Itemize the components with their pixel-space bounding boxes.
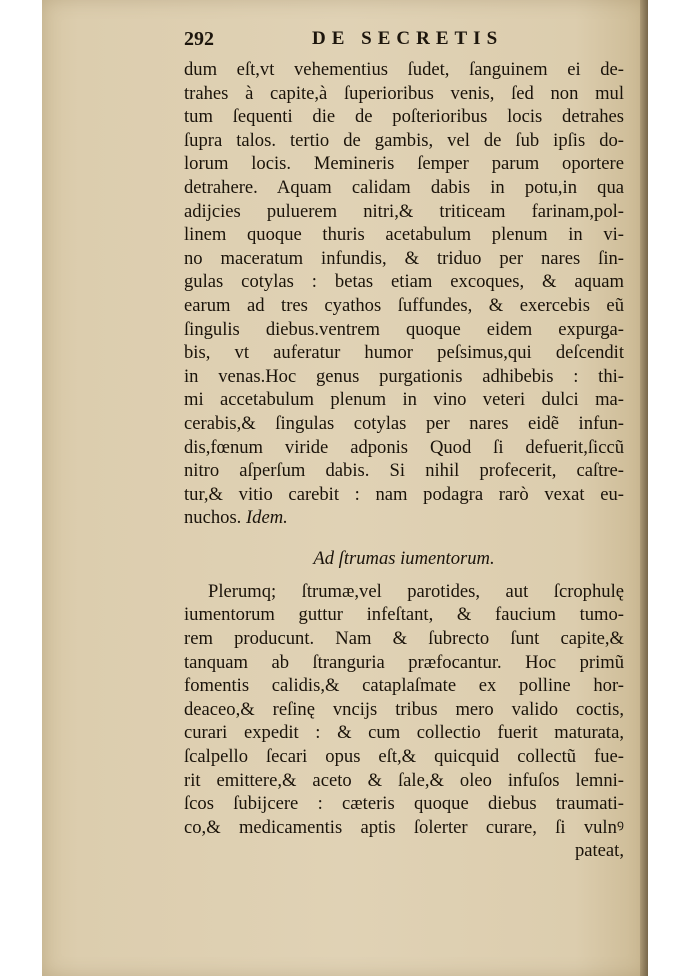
text-line: ſcos ſubijcere : cæteris quoque diebus traumati- [184,793,624,815]
text-line: detrahere. Aquam calidam dabis in potu,in qua [184,176,624,198]
text-line: rit emittere,& aceto & ſale,& oleo infuſos lemni- [184,769,624,791]
text-line: tur,& vitio carebit : nam podagra rarò vexat eu- [184,483,624,505]
text-line: mi accetabulum plenum in vino veteri dulci ma- [184,389,624,411]
text-line: tum ſequenti die de poſterioribus locis detrahes [184,106,624,128]
page-number: 292 [184,28,214,50]
text-line: ſcalpello ſecari opus eſt,& quicquid collectũ fue- [184,746,624,768]
text-line: ſingulis diebus.ventrem quoque eidem expurga- [184,318,624,340]
text-line: trahes à capite,à ſuperioribus venis, ſed non mul [184,82,624,104]
section-heading: Ad ſtrumas iumentorum. [313,547,495,569]
paragraph-ad-strumas [184,580,624,863]
source-attribution: Idem. [245,507,288,529]
text-line: rem producunt. Nam & ſubrecto ſunt capite,& [184,628,624,650]
final-line-text: nuchos. [184,507,246,529]
text-line: iumentorum guttur infeſtant, & faucium tumo- [184,604,624,626]
text-line: dis,fœnum viride adponis Quod ſi defuerit,ſiccũ [184,436,624,458]
text-line: ſupra talos. tertio de gambis, vel de ſub ipſis do- [184,129,624,151]
text-block [184,58,624,863]
text-line: curari expedit : & cum collectio fuerit maturata, [184,722,624,744]
text-line: linem quoque thuris acetabulum plenum in vi- [184,224,624,246]
page-spine-shadow [640,0,648,976]
text-line: deaceo,& reſinę vncijs tribus mero valido coctis, [184,698,624,720]
text-line: no maceratum infundis, & triduo per nares ſin- [184,247,624,269]
paragraph-de-podagra [184,58,624,530]
text-line: adijcies puluerem nitri,& triticeam farinam,pol- [184,200,624,222]
text-line-final [184,506,624,530]
running-head: DE SECRETIS [312,28,504,49]
text-line: in venas.Hoc genus purgationis adhibebis : thi- [184,365,624,387]
page-header [184,26,564,52]
text-line: tanquam ab ſtranguria præfocantur. Hoc primũ [184,651,624,673]
catchword: pateat, [574,840,624,862]
text-line: fomentis calidis,& cataplaſmate ex polline hor- [184,675,624,697]
text-line: cerabis,& ſingulas cotylas per nares eidẽ infun- [184,412,624,434]
text-line: gulas cotylas : betas etiam excoques, & aquam [184,271,624,293]
text-line: dum eſt,vt vehementius ſudet, ſanguinem ei de- [184,59,624,80]
text-line: earum ad tres cyathos ſuffundes, & exercebis eũ [184,294,624,316]
text-line: bis, vt auferatur humor peſsimus,qui deſcendit [184,342,624,364]
text-line: Plerumq; ſtrumæ,vel parotides, aut ſcrophulę [208,580,624,602]
text-line: nitro aſperſum dabis. Si nihil profecerit, caſtre- [184,460,624,482]
text-line: co,& medicamentis aptis ſolerter curare, ſi vulnꝰ [184,816,624,838]
text-line: lorum locis. Memineris ſemper parum oportere [184,153,624,175]
